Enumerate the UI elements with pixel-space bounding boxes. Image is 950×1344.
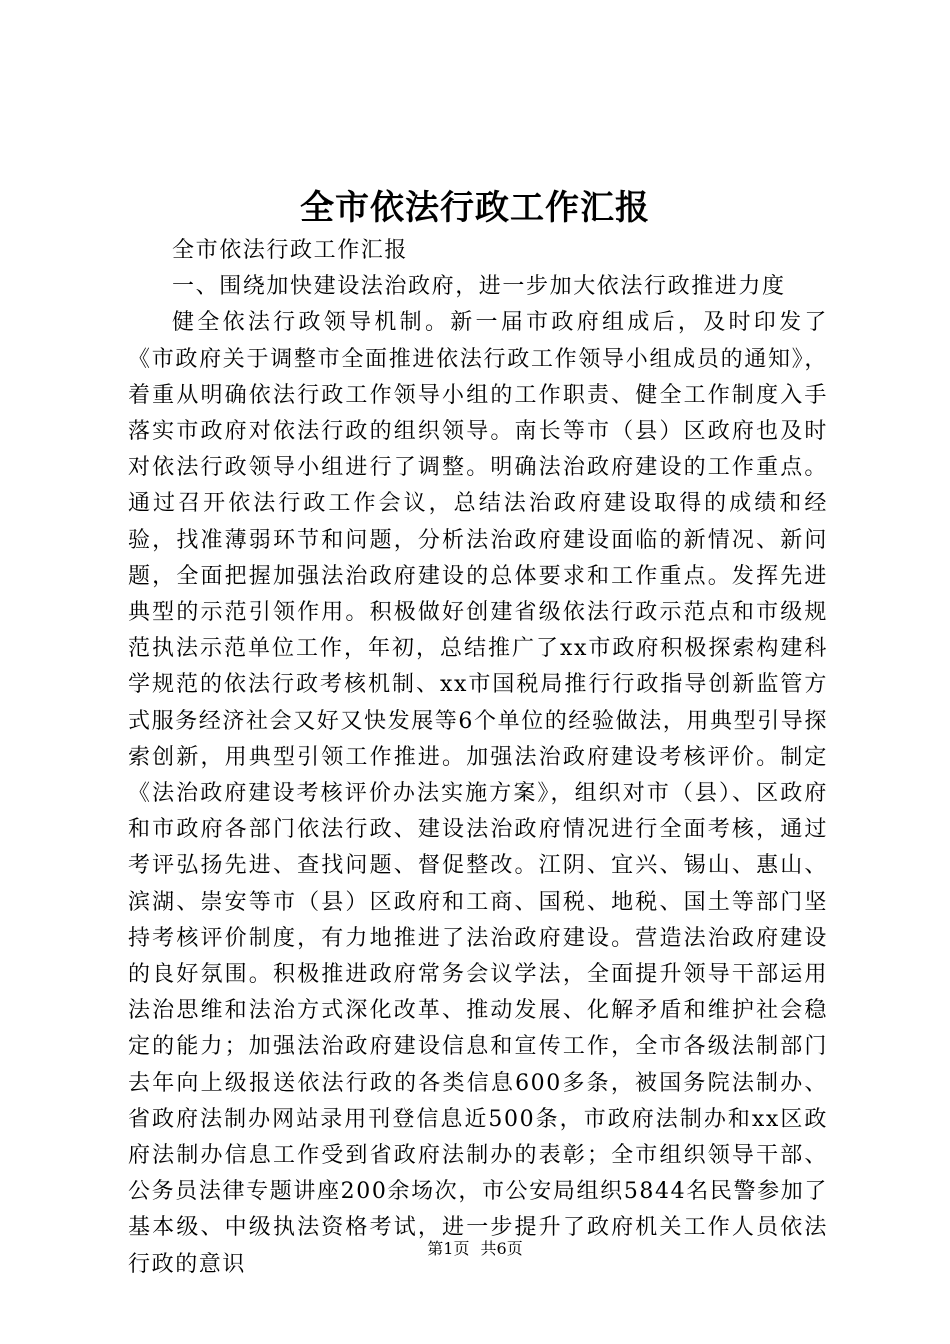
body-paragraph: 健全依法行政领导机制。新一届市政府组成后，及时印发了《市政府关于调整市全面推进依法行政工作领导小组成员的通知》，着重从明确依法行政工作领导小组的工作职责、健全工作制度入手落实市政府对依法行政的组织领导。南长等市（县）区政府也及时对依法行政领导小组进行了调整。明确法治政府建设的工作重点。通过召开依法行政工作会议，总结法治政府建设取得的成绩和经验，找准薄弱环节和问题，分析法治政府建设面临的新情况、新问题，全面把握加强法治政府建设的总体要求和工作重点。发挥先进典型的示范引领作用。积极做好创建省级依法行政示范点和市级规范执法示范单位工作，年初，总结推广了xx市政府积极探索构建科学规范的依法行政考核机制、xx市国税局推行行政指导创新监管方式服务经济社会又好又快发展等6个单位的经验做法，用典型引导探索创新，用典型引领工作推进。加强法治政府建设考核评价。制定《法治政府建设考核评价办法实施方案》，组织对市（县）、区政府和市政府各部门依法行政、建设法治政府情况进行全面考核，通过考评弘扬先进、查找问题、督促整改。江阴、宜兴、锡山、惠山、滨湖、崇安等市（县）区政府和工商、国税、地税、国土等部门坚持考核评价制度，有力地推进了法治政府建设。营造法治政府建设的良好氛围。积极推进政府常务会议学法，全面提升领导干部运用法治思维和法治方式深化改革、推动发展、化解矛盾和维护社会稳定的能力；加强法治政府建设信息和宣传工作，全市各级法制部门去年向上级报送依法行政的各类信息600多条，被国务院法制办、省政府法制办网站录用刊登信息近500条，市政府法制办和xx区政府法制办信息工作受到省政府法制办的表彰；全市组织领导干部、公务员法律专题讲座200余场次，市公安局组织5844名民警参加了基本级、中级执法资格考试，进一步提升了政府机关工作人员依法行政的意识 [128, 310, 828, 1277]
section-heading: 一、围绕加快建设法治政府，进一步加大依法行政推进力度 [172, 274, 786, 300]
page-number-current: 第1页 [427, 1239, 470, 1258]
page-number-total: 共6页 [480, 1239, 523, 1258]
page-footer [0, 1238, 950, 1260]
document-title: 全市依法行政工作汇报 [300, 188, 650, 228]
document-body [128, 233, 828, 1283]
subtitle-line: 全市依法行政工作汇报 [172, 238, 409, 263]
